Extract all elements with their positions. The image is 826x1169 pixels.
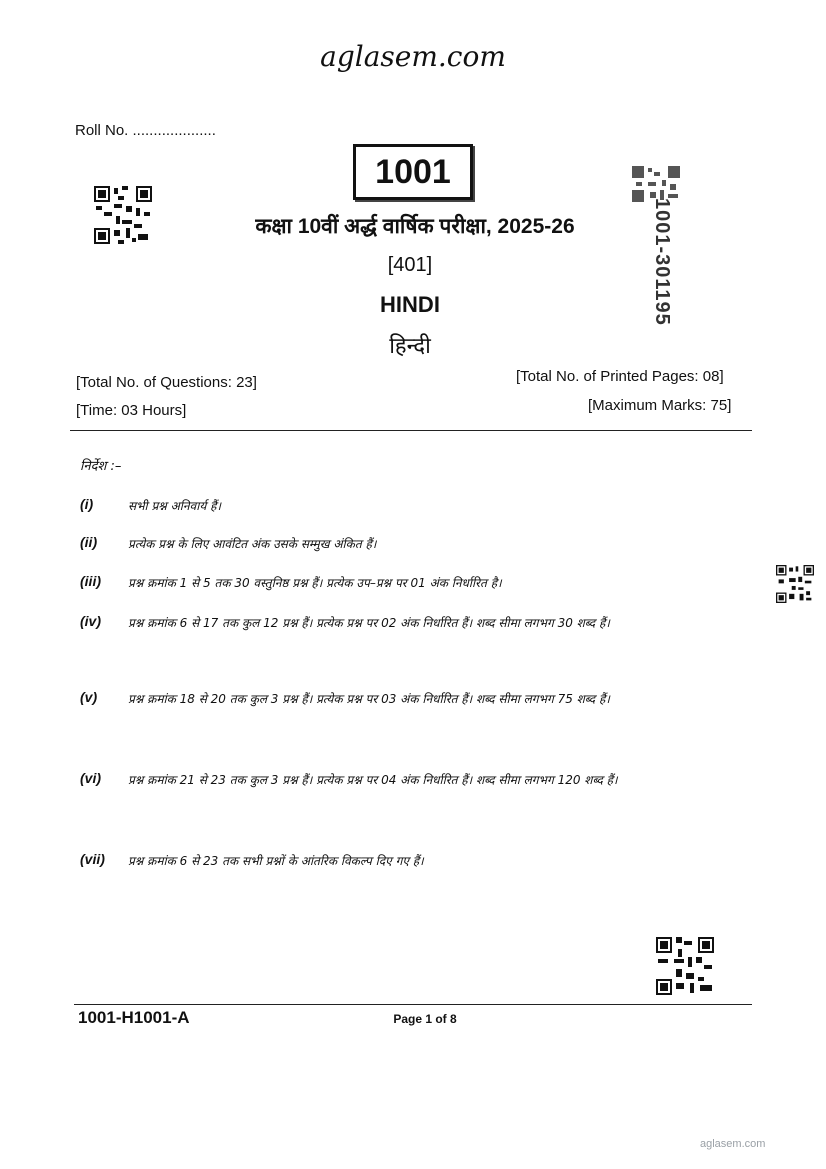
- instruction-text: प्रत्येक प्रश्न के लिए आवंटित अंक उसके सम्मुख अंकित हैं।: [128, 537, 377, 551]
- instruction-number: (iv): [80, 613, 101, 629]
- instruction-item: [80, 759, 750, 843]
- qr-code-icon: [776, 565, 814, 603]
- instruction-number: (i): [80, 496, 94, 512]
- page-number: Page 1 of 8: [393, 1012, 457, 1026]
- instruction-text: सभी प्रश्न अनिवार्य हैं।: [128, 499, 222, 513]
- instruction-number: (vi): [80, 770, 101, 786]
- instruction-item: [80, 562, 750, 604]
- instruction-text: प्रश्न क्रमांक 18 से 20 तक कुल 3 प्रश्न हैं। प्रत्येक प्रश्न पर 03 अंक निर्धारित हैं। शब्द सीमा लगभग 75 शब्द हैं।: [128, 692, 610, 706]
- site-title: aglasem.com: [320, 40, 506, 73]
- instruction-number: (iii): [80, 573, 101, 589]
- instruction-item: [80, 602, 750, 686]
- subject-english: HINDI: [380, 292, 440, 317]
- instruction-item: [80, 485, 750, 527]
- booklet-code: 1001-H1001-A: [78, 1008, 190, 1027]
- paper-code: [401]: [387, 254, 433, 276]
- paper-number-box: 1001: [353, 144, 473, 200]
- instruction-text: प्रश्न क्रमांक 6 से 17 तक कुल 12 प्रश्न हैं। प्रत्येक प्रश्न पर 02 अंक निर्धारित हैं। शब्द सीमा लगभग 30 शब्द हैं।: [128, 616, 610, 630]
- instructions-heading: निर्देश :–: [80, 459, 122, 474]
- watermark: aglasem.com: [700, 1138, 766, 1150]
- exam-title: कक्षा 10वीं अर्द्ध वार्षिक परीक्षा, 2025-26: [255, 215, 575, 238]
- time-allowed: [Time: 03 Hours]: [76, 402, 187, 419]
- instruction-number: (ii): [80, 534, 98, 550]
- barcode-icon: [632, 166, 680, 202]
- maximum-marks: [Maximum Marks: 75]: [588, 397, 732, 414]
- instruction-number: (vii): [80, 851, 105, 867]
- roll-no-label: Roll No. ....................: [75, 122, 216, 139]
- instruction-item: [80, 523, 750, 565]
- total-printed-pages: [Total No. of Printed Pages: 08]: [516, 368, 724, 385]
- instruction-item: [80, 840, 750, 882]
- footer-divider: [74, 1004, 752, 1005]
- instruction-text: प्रश्न क्रमांक 21 से 23 तक कुल 3 प्रश्न हैं। प्रत्येक प्रश्न पर 04 अंक निर्धारित हैं। शब्द सीमा लगभग 120 शब्द हैं।: [128, 773, 618, 787]
- header-divider: [70, 430, 752, 431]
- instruction-text: प्रश्न क्रमांक 6 से 23 तक सभी प्रश्नों के आंतरिक विकल्प दिए गए हैं।: [128, 854, 424, 868]
- instruction-text: प्रश्न क्रमांक 1 से 5 तक 30 वस्तुनिष्ठ प्रश्न हैं। प्रत्येक उप–प्रश्न पर 01 अंक निर्धारित है।: [128, 576, 502, 590]
- instruction-item: [80, 678, 750, 762]
- qr-code-icon: [94, 186, 152, 244]
- subject-hindi: हिन्दी: [389, 333, 431, 358]
- total-questions: [Total No. of Questions: 23]: [76, 374, 257, 391]
- qr-code-icon: [656, 937, 714, 995]
- vertical-serial-code: 1001-301195: [651, 198, 673, 326]
- instruction-number: (v): [80, 689, 98, 705]
